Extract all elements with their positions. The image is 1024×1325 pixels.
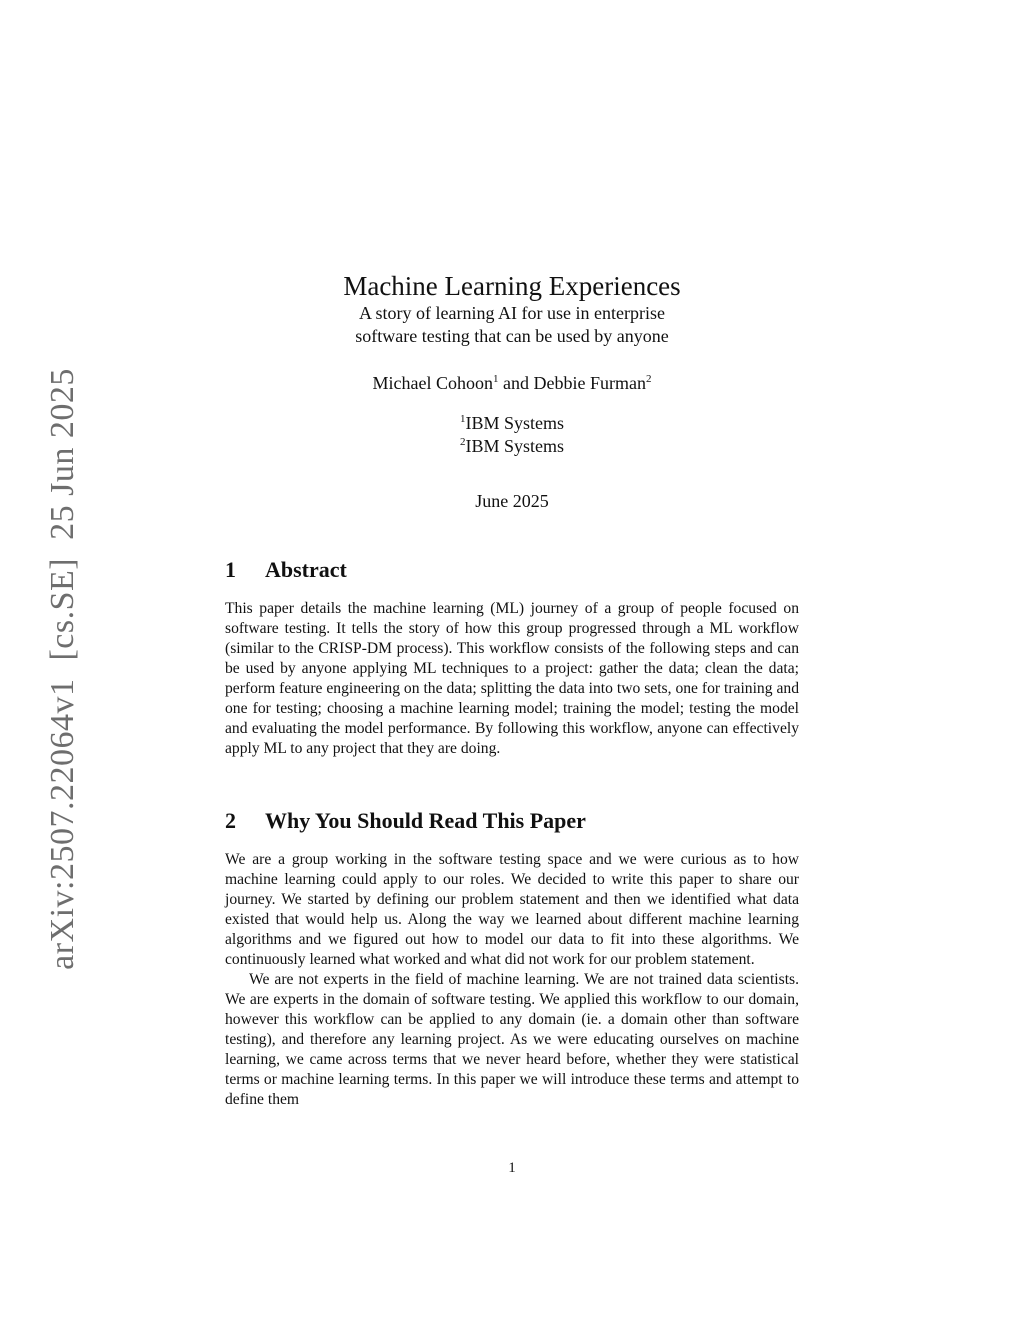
- page-number: 1: [508, 1160, 516, 1176]
- section-title: Abstract: [265, 557, 347, 582]
- affiliation-name: IBM Systems: [465, 436, 565, 456]
- section-heading-why-read: [225, 807, 586, 835]
- affiliation: [0, 412, 1024, 435]
- arxiv-category: [cs.SE]: [44, 557, 81, 661]
- affiliation-mark: 1: [459, 413, 466, 425]
- affiliation-list: [0, 412, 1024, 458]
- paragraph: This paper details the machine learning (ML) journey of a group of people focused on software testing. It tells the story of how this group progressed through a ML workflow (similar to the CRISP-DM process). This workflow consists of the following steps and can be used by anyone applying ML techniques to a project: gather the data; clean the data; perform feature engineering on the data; splitting the data into two sets, one for training and one for testing; choosing a machine learning model; training the model; testing the model and evaluating the model performance. By following this workflow, anyone can effectively apply ML to any project that they are doing.: [225, 600, 799, 757]
- author-conjunction: and: [498, 373, 534, 393]
- section-number: 2: [225, 808, 236, 833]
- author-name: Michael Cohoon: [372, 373, 493, 393]
- arxiv-id[interactable]: arXiv:2507.22064v1: [44, 678, 81, 970]
- section-heading-abstract: [225, 556, 347, 584]
- paper-title: Machine Learning Experiences: [343, 271, 681, 301]
- section-number: 1: [225, 557, 236, 582]
- affiliation-mark: 1: [493, 373, 499, 385]
- paper-date: June 2025: [475, 491, 549, 511]
- abstract-body: [225, 599, 799, 759]
- subtitle-line-2: software testing that can be used by anyone: [355, 326, 669, 346]
- arxiv-date: 25 Jun 2025: [44, 368, 81, 540]
- affiliation-mark: 2: [459, 436, 466, 448]
- paper-subtitle: [0, 302, 1024, 348]
- section-title: Why You Should Read This Paper: [265, 808, 586, 833]
- why-read-body: [225, 850, 799, 1110]
- author-name: Debbie Furman: [533, 373, 646, 393]
- author-list: [0, 371, 1024, 395]
- affiliation: [0, 435, 1024, 458]
- affiliation-mark: 2: [645, 373, 652, 385]
- affiliation-name: IBM Systems: [465, 413, 565, 433]
- paragraph: We are a group working in the software testing space and we were curious as to how machine learning could apply to our roles. We decided to write this paper to share our journey. We started by defining our problem statement and then we identified what data existed that would help us. Along the way we learned about different machine learning algorithms and we figured out how to model our data to fit into these algorithms. We continuously learned what worked and what did not work for our problem statement.: [225, 851, 799, 968]
- subtitle-line-1: A story of learning AI for use in enterprise: [359, 303, 665, 323]
- paragraph: We are not experts in the field of machine learning. We are not trained data scientists. We are experts in the domain of software testing. We applied this workflow to our domain, however this workflow can be applied to any domain (ie. a domain other than software testing), and therefore any learning project. As we were educating ourselves on machine learning, we came across terms that we never heard before, whether they were statistical terms or machine learning terms. In this paper we will introduce these terms and attempt to define them: [225, 971, 799, 1108]
